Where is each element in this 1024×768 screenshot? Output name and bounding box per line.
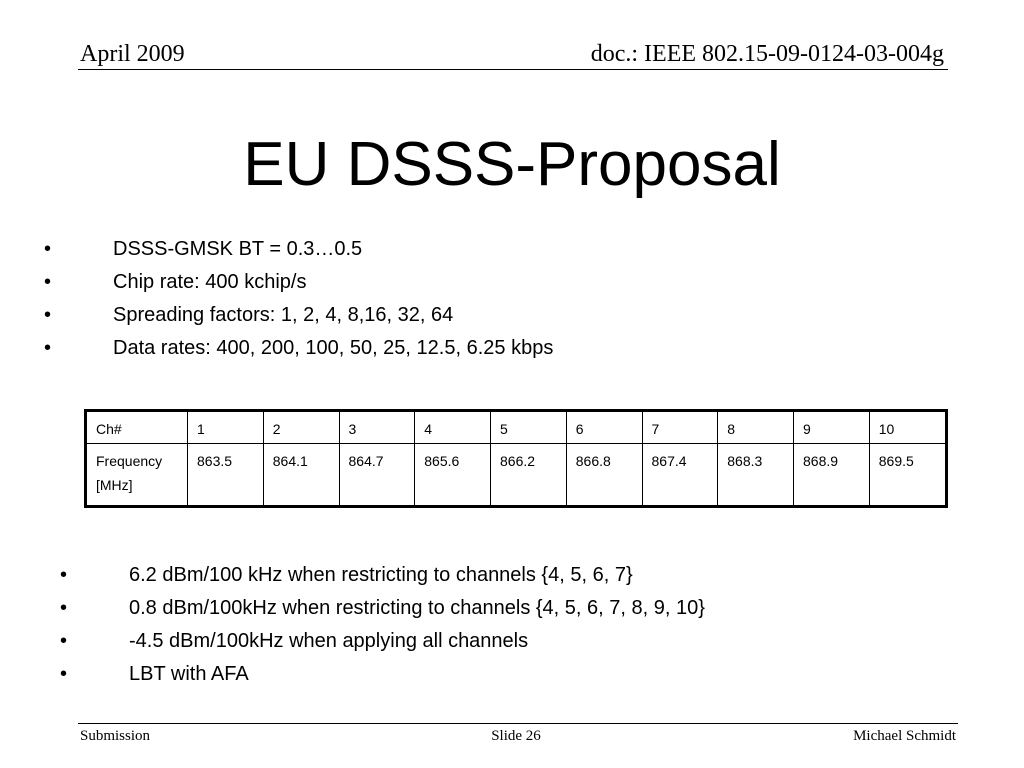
bullet-glyph: •	[44, 337, 52, 359]
table-cell: 5	[491, 411, 567, 444]
frequency-label: Frequency	[96, 453, 163, 469]
table-cell: 866.2	[491, 444, 567, 507]
table-cell: 2	[263, 411, 339, 444]
bullet-glyph: •	[60, 597, 68, 619]
header-date: April 2009	[80, 41, 185, 67]
table-cell: 864.7	[339, 444, 415, 507]
header-divider	[78, 69, 948, 70]
table-cell: 865.6	[415, 444, 491, 507]
bullet-text: -4.5 dBm/100kHz when applying all channels	[129, 630, 529, 652]
bullet-glyph: •	[44, 304, 52, 326]
table-cell: 3	[339, 411, 415, 444]
bullet-text: Spreading factors: 1, 2, 4, 8,16, 32, 64	[113, 304, 454, 326]
table-cell: 868.3	[718, 444, 794, 507]
table-cell-header: Ch#	[86, 411, 188, 444]
bullet-text: DSSS-GMSK BT = 0.3…0.5	[113, 238, 363, 260]
bullet-text: 0.8 dBm/100kHz when restricting to channels {4, 5, 6, 7, 8, 9, 10}	[129, 597, 705, 619]
table-cell: 866.8	[566, 444, 642, 507]
table-cell: 6	[566, 411, 642, 444]
table-cell: 864.1	[263, 444, 339, 507]
table-cell: 863.5	[188, 444, 264, 507]
bullet-glyph: •	[60, 663, 68, 685]
bullet-text: LBT with AFA	[129, 663, 249, 685]
channel-frequency-table	[84, 409, 948, 508]
header-document-id: doc.: IEEE 802.15-09-0124-03-004g	[590, 41, 944, 67]
table-row-channels	[86, 411, 947, 444]
footer-author: Michael Schmidt	[853, 728, 956, 744]
bullet-glyph: •	[44, 271, 52, 293]
bullet-glyph: •	[44, 238, 52, 260]
table-cell: 8	[718, 411, 794, 444]
bullet-text: Chip rate: 400 kchip/s	[113, 271, 307, 293]
bullet-glyph: •	[60, 630, 68, 652]
table-cell: 4	[415, 411, 491, 444]
frequency-unit: [MHz]	[96, 477, 133, 493]
bullet-text: 6.2 dBm/100 kHz when restricting to channels {4, 5, 6, 7}	[129, 564, 633, 586]
table-cell: 1	[188, 411, 264, 444]
table-cell: 868.9	[794, 444, 870, 507]
table-row-frequencies	[86, 444, 947, 507]
table-cell: 9	[794, 411, 870, 444]
footer-slide-number: Slide 26	[491, 728, 541, 744]
footer-divider	[78, 723, 958, 724]
slide-title: EU DSSS-Proposal	[243, 130, 781, 199]
table-cell: 10	[869, 411, 946, 444]
bullet-text: Data rates: 400, 200, 100, 50, 25, 12.5, 6.25 kbps	[113, 337, 554, 359]
table-cell: 869.5	[869, 444, 946, 507]
table-cell: 867.4	[642, 444, 718, 507]
table-cell: 7	[642, 411, 718, 444]
bullet-glyph: •	[60, 564, 68, 586]
table-cell-header	[86, 444, 188, 507]
footer-submission: Submission	[80, 728, 151, 744]
